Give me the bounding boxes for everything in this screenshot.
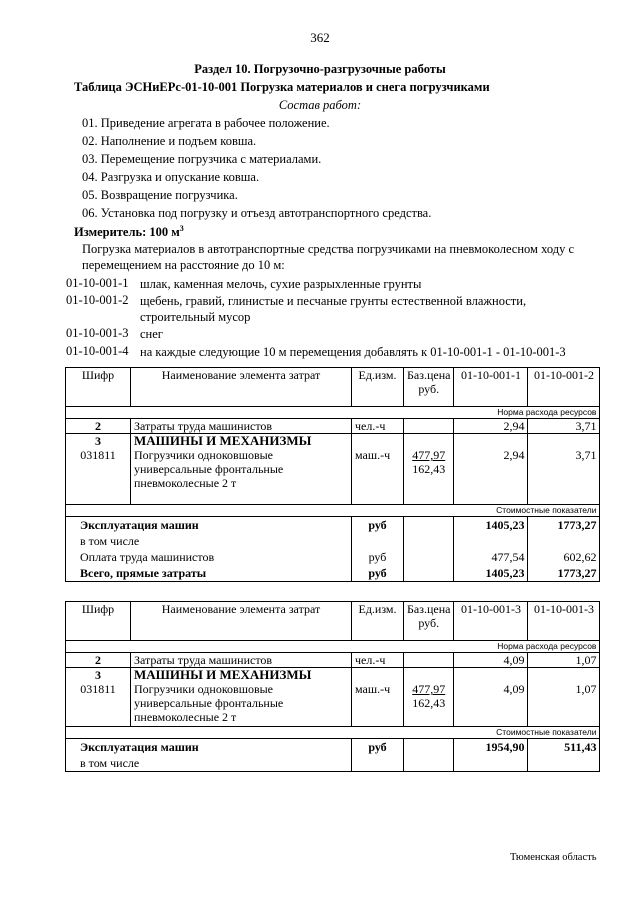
section-title: Раздел 10. Погрузочно-разгрузочные работы [194, 62, 446, 76]
resource-table-2 [65, 601, 600, 772]
code-description: снег [140, 327, 163, 341]
header-cipher: Шифр [66, 368, 131, 407]
operation-item: 04. Разгрузка и опускание ковша. [82, 170, 260, 184]
cell-unit [352, 434, 404, 505]
header-unit: Ед.изм. [352, 368, 404, 407]
machine-unit: маш.-ч [355, 448, 391, 462]
header-name: Наименование элемента затрат [131, 602, 352, 641]
table-row [66, 517, 600, 582]
machine-unit: маш.-ч [355, 682, 391, 696]
cell-value [528, 739, 600, 772]
cell-value [454, 434, 528, 505]
table-header-row [66, 602, 600, 641]
cell-value [454, 739, 528, 772]
including-label: в том числе [80, 534, 140, 548]
cell-unit [352, 668, 404, 727]
table-row [66, 653, 600, 668]
cell-name [66, 739, 352, 772]
machines-title: МАШИНЫ И МЕХАНИЗМЫ [134, 667, 312, 682]
machines-title: МАШИНЫ И МЕХАНИЗМЫ [134, 433, 312, 448]
cell-cipher: 2 [66, 419, 131, 434]
exploitation-unit: руб [368, 740, 387, 754]
cell-cipher [66, 668, 131, 727]
header-col1: 01-10-001-1 [454, 368, 528, 407]
cell-value: 3,71 [528, 419, 600, 434]
page-number: 362 [310, 30, 330, 45]
cell-value: 2,94 [454, 419, 528, 434]
operators-pay-name: Оплата труда машинистов [80, 550, 215, 564]
cell-unit [352, 517, 404, 582]
machine-value: 3,71 [575, 448, 597, 462]
price-top: 477,97 [412, 682, 446, 696]
operation-item: 06. Установка под погрузку и отъезд автотранспортного средства. [82, 206, 432, 220]
table-row [66, 419, 600, 434]
operators-pay-unit: руб [368, 550, 387, 564]
cost-label-row [66, 505, 600, 517]
cost-label-row [66, 727, 600, 739]
norm-label: Норма расхода ресурсов [66, 407, 600, 419]
machine-name: Погрузчики одноковшовые универсальные фронтальные пневмоколесные 2 т [134, 682, 284, 724]
measure-sup: 3 [179, 224, 184, 233]
cell-unit [352, 739, 404, 772]
cost-label: Стоимостные показатели [66, 505, 600, 517]
measure-unit [74, 224, 184, 240]
footer-region: Тюменская область [510, 852, 597, 863]
exploitation-v1: 1954,90 [485, 740, 525, 754]
code-number: 01-10-001-3 [66, 326, 129, 340]
cost-label: Стоимостные показатели [66, 727, 600, 739]
including-label: в том числе [80, 756, 140, 770]
total-unit: руб [368, 566, 387, 580]
cell-unit: чел.-ч [352, 419, 404, 434]
machine-name: Погрузчики одноковшовые универсальные фронтальные пневмоколесные 2 т [134, 448, 284, 490]
machine-cipher: 031811 [80, 682, 116, 696]
cell-cipher [66, 434, 131, 505]
cell-name: Затраты труда машинистов [131, 419, 352, 434]
measure-label: Измеритель: 100 м [74, 225, 180, 240]
cell-value: 4,09 [454, 653, 528, 668]
cell-price [404, 653, 454, 668]
exploitation-v2: 1773,27 [557, 518, 597, 532]
machines-cipher: 3 [95, 434, 101, 448]
price-bottom: 162,43 [412, 462, 446, 476]
cell-price [404, 739, 454, 772]
cell-value [528, 668, 600, 727]
cell-price [404, 517, 454, 582]
cell-value [528, 434, 600, 505]
header-col2: 01-10-001-2 [528, 368, 600, 407]
code-number: 01-10-001-2 [66, 293, 129, 307]
table-title: Таблица ЭСНиЕРс-01-10-001 Погрузка материалов и снега погрузчиками [74, 80, 490, 94]
table-header-row [66, 368, 600, 407]
norm-label-row [66, 407, 600, 419]
machine-value: 4,09 [503, 682, 525, 696]
resource-table-1 [65, 367, 600, 582]
cell-name [131, 668, 352, 727]
total-name: Всего, прямые затраты [80, 566, 207, 580]
code-description: шлак, каменная мелочь, сухие разрыхленные грунты [140, 277, 422, 291]
table-row [66, 739, 600, 772]
cell-price [404, 434, 454, 505]
price-bottom: 162,43 [412, 696, 446, 710]
exploitation-name: Эксплуатация машин [80, 518, 199, 532]
cell-value: 1,07 [528, 653, 600, 668]
code-description: щебень, гравий, глинистые и песчаные грунты естественной влажности, строительный мусор [140, 294, 527, 324]
table-row [66, 434, 600, 505]
code-number: 01-10-001-4 [66, 344, 129, 358]
exploitation-v1: 1405,23 [485, 518, 525, 532]
operation-item: 05. Возвращение погрузчика. [82, 188, 238, 202]
code-description: на каждые следующие 10 м перемещения добавлять к 01-10-001-1 - 01-10-001-3 [140, 345, 566, 359]
cell-price [404, 668, 454, 727]
header-col2: 01-10-001-3 [528, 602, 600, 641]
operation-item: 03. Перемещение погрузчика с материалами. [82, 152, 322, 166]
cell-cipher: 2 [66, 653, 131, 668]
total-v1: 1405,23 [485, 566, 525, 580]
cell-name [131, 434, 352, 505]
cell-value [454, 668, 528, 727]
price-top: 477,97 [412, 448, 446, 462]
exploitation-unit: руб [368, 518, 387, 532]
norm-label: Норма расхода ресурсов [66, 641, 600, 653]
machine-cipher: 031811 [80, 448, 116, 462]
operators-pay-v1: 477,54 [491, 550, 525, 564]
operation-item: 02. Наполнение и подъем ковша. [82, 134, 257, 148]
exploitation-v2: 511,43 [564, 740, 597, 754]
header-price: Баз.цена руб. [404, 602, 454, 641]
machine-value: 2,94 [503, 448, 525, 462]
cell-name: Затраты труда машинистов [131, 653, 352, 668]
header-price: Баз.цена руб. [404, 368, 454, 407]
cell-price [404, 419, 454, 434]
norm-label-row [66, 641, 600, 653]
operation-item: 01. Приведение агрегата в рабочее положение. [82, 116, 330, 130]
total-v2: 1773,27 [557, 566, 597, 580]
operators-pay-v2: 602,62 [563, 550, 597, 564]
cell-name [66, 517, 352, 582]
cell-unit: чел.-ч [352, 653, 404, 668]
cell-value [454, 517, 528, 582]
machines-cipher: 3 [95, 668, 101, 682]
work-composition-title: Состав работ: [278, 98, 362, 112]
header-col1: 01-10-001-3 [454, 602, 528, 641]
machine-value: 1,07 [575, 682, 597, 696]
header-unit: Ед.изм. [352, 602, 404, 641]
table-row [66, 668, 600, 727]
header-name: Наименование элемента затрат [131, 368, 352, 407]
header-cipher: Шифр [66, 602, 131, 641]
cell-value [528, 517, 600, 582]
code-number: 01-10-001-1 [66, 276, 129, 290]
intro-text: Погрузка материалов в автотранспортные средства погрузчиками на пневмоколесном ходу с перемещением на расстояние до 10 м: [82, 242, 575, 272]
exploitation-name: Эксплуатация машин [80, 740, 199, 754]
